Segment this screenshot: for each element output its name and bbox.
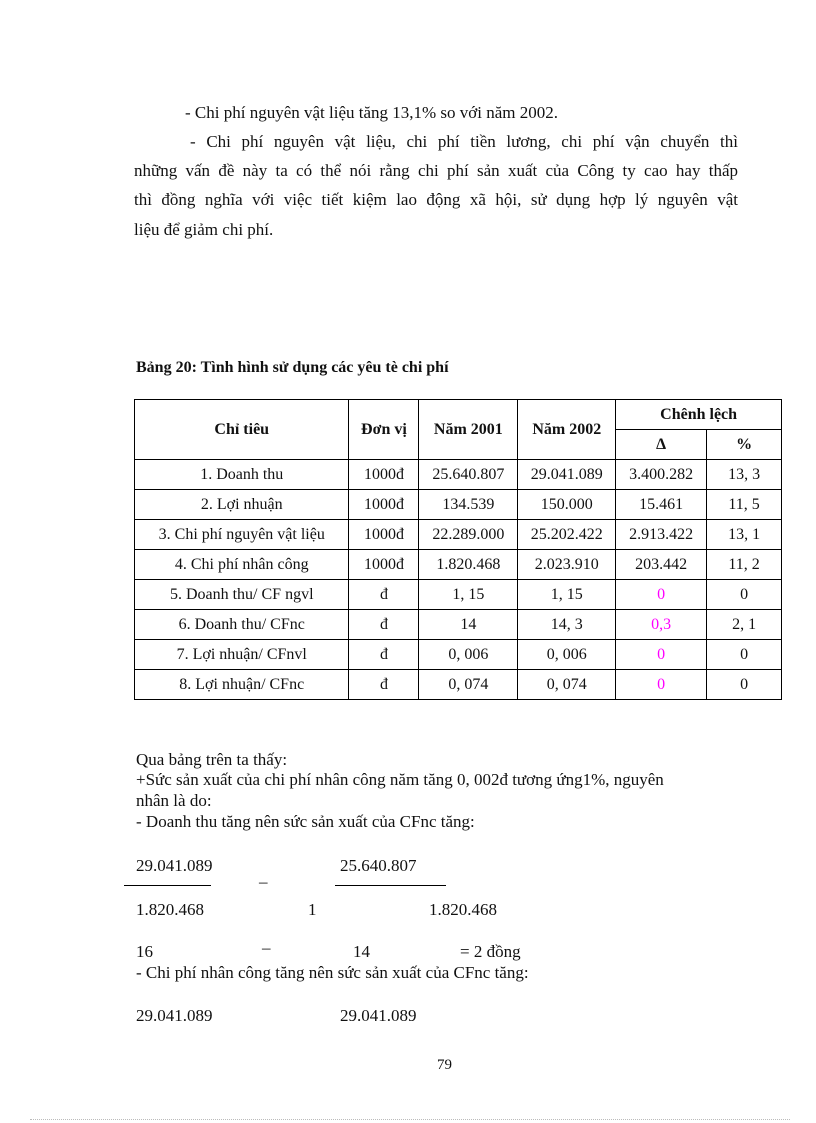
- table-row: [135, 580, 782, 610]
- cell-percent: 2, 1: [707, 610, 782, 640]
- fraction-bar: [335, 885, 446, 886]
- table-row: [135, 520, 782, 550]
- page-number: 79: [437, 1057, 452, 1073]
- cell-2002: 150.000: [518, 490, 616, 520]
- table-row: [135, 550, 782, 580]
- cell-2002: 0, 074: [518, 670, 616, 700]
- header-percent: %: [707, 430, 782, 460]
- cell-unit: 1000đ: [349, 550, 419, 580]
- footer-divider: [30, 1119, 790, 1120]
- analysis-line: - Chi phí nhân công tăng nên sức sản xuất của CFnc tăng:: [136, 963, 529, 982]
- calc-numerator-a: 29.041.089: [136, 856, 213, 875]
- table-header-row: [135, 400, 782, 430]
- calc-denominator-b: 1.820.468: [429, 900, 497, 919]
- cell-delta: 3.400.282: [616, 460, 707, 490]
- cell-2002: 25.202.422: [518, 520, 616, 550]
- cell-2001: 14: [419, 610, 518, 640]
- table-caption: Bảng 20: Tình hình sử dụng các yêu tè chi phí: [136, 359, 449, 376]
- cell-delta: 0,3: [616, 610, 707, 640]
- cell-2002: 2.023.910: [518, 550, 616, 580]
- cell-indicator: 1. Doanh thu: [135, 460, 349, 490]
- paragraph-line: thì đồng nghĩa với việc tiết kiệm lao động xã hội, sử dụng hợp lý nguyên vật: [134, 190, 738, 209]
- cell-indicator: 7. Lợi nhuận/ CFnvl: [135, 640, 349, 670]
- cell-percent: 13, 1: [707, 520, 782, 550]
- analysis-line: - Doanh thu tăng nên sức sản xuất của CFnc tăng:: [136, 812, 475, 831]
- table-row: [135, 490, 782, 520]
- result-b: 14: [353, 942, 370, 961]
- cell-unit: đ: [349, 610, 419, 640]
- cell-percent: 0: [707, 670, 782, 700]
- cell-delta: 0: [616, 580, 707, 610]
- cell-2001: 134.539: [419, 490, 518, 520]
- calc-denominator-mid: 1: [308, 900, 317, 919]
- cell-2001: 25.640.807: [419, 460, 518, 490]
- cell-delta: 15.461: [616, 490, 707, 520]
- cell-unit: 1000đ: [349, 490, 419, 520]
- cell-indicator: 4. Chi phí nhân công: [135, 550, 349, 580]
- cell-delta: 0: [616, 640, 707, 670]
- cell-percent: 13, 3: [707, 460, 782, 490]
- header-difference: Chênh lệch: [616, 400, 782, 430]
- paragraph-line: - Chi phí nguyên vật liệu tăng 13,1% so với năm 2002.: [185, 103, 559, 122]
- cell-unit: 1000đ: [349, 520, 419, 550]
- paragraph-line: liệu để giảm chi phí.: [134, 220, 274, 239]
- calc2-numerator-b: 29.041.089: [340, 1006, 417, 1025]
- cell-percent: 0: [707, 580, 782, 610]
- cell-2001: 1, 15: [419, 580, 518, 610]
- header-year-2002: Năm 2002: [518, 400, 616, 460]
- cell-delta: 0: [616, 670, 707, 700]
- calc-denominator-a: 1.820.468: [136, 900, 204, 919]
- analysis-line: +Sức sản xuất của chi phí nhân công năm tăng 0, 002đ tương ứng1%, nguyên: [136, 770, 664, 789]
- fraction-bar: [124, 885, 211, 886]
- cell-unit: đ: [349, 640, 419, 670]
- table-row: [135, 640, 782, 670]
- header-year-2001: Năm 2001: [419, 400, 518, 460]
- paragraph-line: những vấn đề này ta có thể nói rằng chi phí sản xuất của Công ty cao hay thấp: [134, 161, 738, 180]
- table-row: [135, 460, 782, 490]
- cell-indicator: 2. Lợi nhuận: [135, 490, 349, 520]
- cell-2001: 0, 006: [419, 640, 518, 670]
- minus-sign: –: [259, 872, 268, 891]
- result-a: 16: [136, 942, 153, 961]
- cell-indicator: 8. Lợi nhuận/ CFnc: [135, 670, 349, 700]
- calc2-numerator-a: 29.041.089: [136, 1006, 213, 1025]
- cost-factors-table: [134, 399, 782, 700]
- header-indicator: Chỉ tiêu: [135, 400, 349, 460]
- cell-2001: 0, 074: [419, 670, 518, 700]
- cell-2001: 1.820.468: [419, 550, 518, 580]
- header-unit: Đơn vị: [349, 400, 419, 460]
- cell-indicator: 5. Doanh thu/ CF ngvl: [135, 580, 349, 610]
- cell-unit: 1000đ: [349, 460, 419, 490]
- minus-sign: –: [262, 938, 271, 957]
- cell-indicator: 6. Doanh thu/ CFnc: [135, 610, 349, 640]
- table-row: [135, 610, 782, 640]
- paragraph-line: - Chi phí nguyên vật liệu, chi phí tiền lương, chi phí vận chuyển thì: [190, 132, 738, 151]
- cell-2002: 14, 3: [518, 610, 616, 640]
- table-row: [135, 670, 782, 700]
- cell-2001: 22.289.000: [419, 520, 518, 550]
- analysis-line: Qua bảng trên ta thấy:: [136, 750, 288, 769]
- analysis-line: nhân là do:: [136, 791, 212, 810]
- cell-delta: 2.913.422: [616, 520, 707, 550]
- cell-2002: 1, 15: [518, 580, 616, 610]
- cell-indicator: 3. Chi phí nguyên vật liệu: [135, 520, 349, 550]
- cell-2002: 29.041.089: [518, 460, 616, 490]
- cell-unit: đ: [349, 670, 419, 700]
- cell-delta: 203.442: [616, 550, 707, 580]
- cell-percent: 11, 5: [707, 490, 782, 520]
- cell-percent: 0: [707, 640, 782, 670]
- cell-percent: 11, 2: [707, 550, 782, 580]
- result-equals: = 2 đồng: [460, 942, 521, 961]
- cell-2002: 0, 006: [518, 640, 616, 670]
- header-delta: ∆: [616, 430, 707, 460]
- calc-numerator-b: 25.640.807: [340, 856, 417, 875]
- cell-unit: đ: [349, 580, 419, 610]
